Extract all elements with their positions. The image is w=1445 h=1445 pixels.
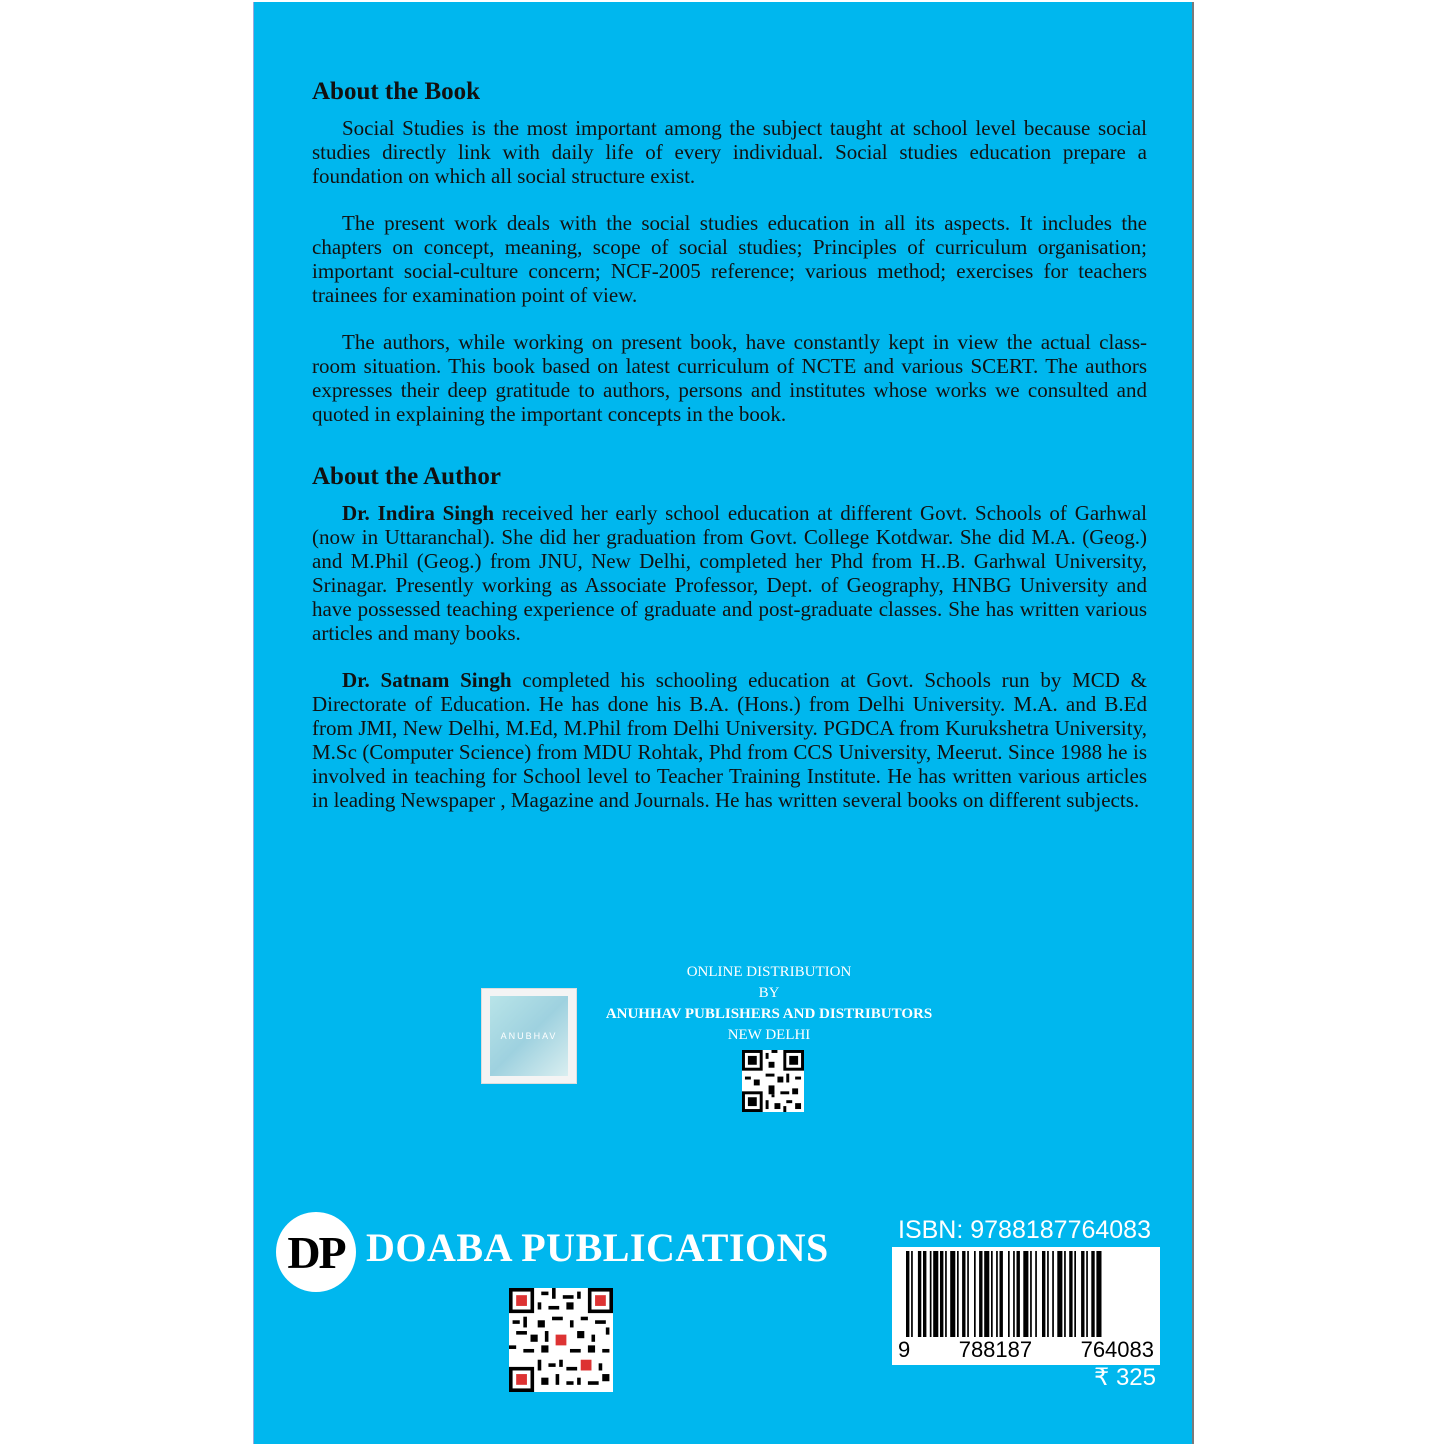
about-author-heading: About the Author	[312, 463, 501, 490]
author-1-bio: received her early school education at different Govt. Schools of Garhwal (now in Uttaranchal). She did her graduation from Govt. College Kotdwar. She did M.A. (Geog.) and M.Phil (Geog.) from JNU, New Delhi, completed her Phd from H..B. Garhwal University, Srinagar. Presently working as Associate Professor, Dept. of Geography, HNBG University and have possessed teaching experience of graduate and post-graduate classes. She has written various articles and many books.	[312, 501, 1147, 645]
author-2-paragraph	[312, 668, 1147, 812]
anubhav-logo	[481, 988, 577, 1084]
anubhav-logo-text: ANUBHAV	[490, 996, 568, 1076]
about-book-paragraph-2: The present work deals with the social studies education in all its aspects. It includes the chapters on concept, meaning, scope of social studies; Principles of curriculum organisation; important social-culture concern; NCF-2005 reference; various method; exercises for teachers trainees for examination point of view.	[312, 211, 1147, 307]
publisher-name: DOABA PUBLICATIONS	[366, 1225, 829, 1270]
distributor-name: ANUHHAV PUBLISHERS AND DISTRIBUTORS	[605, 1006, 933, 1022]
barcode-group-2: 764083	[1080, 1337, 1154, 1362]
author-2-bio: completed his schooling education at Govt. Schools run by MCD & Directorate of Education. He has done his B.A. (Hons.) from Delhi University. M.A. and B.Ed from JMI, New Delhi, M.Ed, M.Phil from Delhi University. PGDCA from Kurukshetra University, M.Sc (Computer Science) from MDU Rohtak, Phd from CCS University, Meerut. Since 1988 he is involved in teaching for School level to Teacher Training Institute. He has written various articles in leading Newspaper , Magazine and Journals. He has written several books on different subjects.	[312, 668, 1147, 812]
author-1-paragraph	[312, 501, 1147, 645]
doaba-logo: DP	[276, 1212, 356, 1292]
book-back-cover	[253, 2, 1194, 1444]
barcode-digit-first: 9	[898, 1337, 911, 1362]
barcode-bars	[898, 1251, 1154, 1337]
price: ₹ 325	[1094, 1364, 1156, 1391]
distribution-line-1: ONLINE DISTRIBUTION	[686, 964, 852, 980]
about-book-heading: About the Book	[312, 78, 481, 105]
distribution-line-2: BY	[758, 985, 780, 1001]
about-book-paragraph-1: Social Studies is the most important among the subject taught at school level because social studies directly link with daily life of every individual. Social studies education prepare a foundation on which all social structure exist.	[312, 116, 1147, 188]
cover-text	[312, 78, 1147, 835]
distributor-city: NEW DELHI	[727, 1027, 811, 1043]
distribution-qr-code	[742, 1050, 804, 1112]
about-book-paragraph-3: The authors, while working on present book, have constantly kept in view the actual class-room situation. This book based on latest curriculum of NCTE and various SCERT. The authors expresses their deep gratitude to authors, persons and institutes whose works we consulted and quoted in explaining the important concepts in the book.	[312, 330, 1147, 426]
isbn-label: ISBN: 9788187764083	[898, 1216, 1151, 1244]
distribution-block	[584, 962, 954, 1046]
barcode-group-1: 788187	[958, 1337, 1033, 1362]
publisher-qr-code	[509, 1288, 613, 1392]
author-2-name: Dr. Satnam Singh	[342, 668, 512, 692]
barcode-digits	[898, 1337, 1154, 1363]
isbn-barcode	[892, 1247, 1160, 1365]
author-1-name: Dr. Indira Singh	[342, 501, 495, 525]
